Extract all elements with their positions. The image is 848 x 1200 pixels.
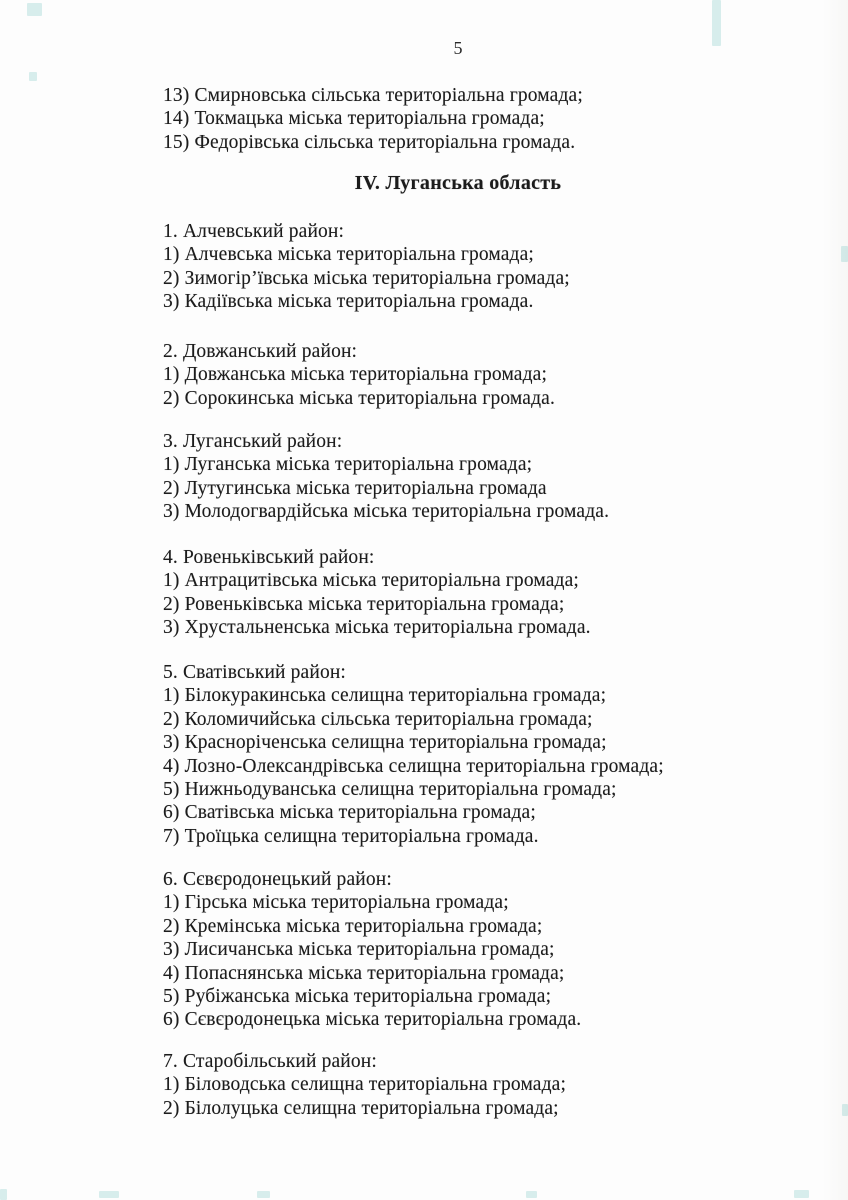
community-item: 3) Хрустальненська міська територіальна громада. [163,617,591,639]
community-item: 7) Троїцька селищна територіальна громада. [163,825,539,847]
district-section [163,1050,823,1120]
district-title: 7. Старобільський район: [163,1051,377,1072]
district-section [163,661,823,848]
district-section [163,220,823,314]
community-item: 5) Рубіжанська міська територіальна громада; [163,986,552,1008]
scan-artifact-mark [29,72,37,81]
scan-artifact-mark [712,0,721,46]
scan-artifact-mark [794,1190,809,1198]
district-section [163,340,823,410]
community-item: 1) Антрацитівська міська територіальна громада; [163,570,579,592]
scan-artifact-mark [257,1191,270,1198]
oblast-heading: IV. Луганська область [354,172,562,194]
community-item: 2) Кремінська міська територіальна громада; [163,915,543,937]
scan-artifact-mark [0,1189,7,1200]
community-item: 4) Попаснянська міська територіальна громада; [163,962,565,984]
page-number: 5 [453,38,463,58]
scan-artifact-mark [841,246,848,262]
community-item: 6) Сєвєродонецька міська територіальна громада. [163,1009,582,1031]
scan-artifact-mark [27,3,42,16]
scan-artifact-mark [99,1191,119,1198]
community-item: 4) Лозно-Олександрівська селищна територіальна громада; [163,755,664,777]
community-item: 2) Зимогір’ївська міська територіальна громада; [163,267,570,289]
community-item: 6) Сватівська міська територіальна громада; [163,802,536,824]
district-title: 5. Сватівський район: [163,662,347,683]
community-item: 1) Гірська міська територіальна громада; [163,892,509,914]
district-title: 1. Алчевський район: [163,221,345,242]
district-section [163,868,823,1032]
community-item: 5) Нижньодуванська селищна територіальна громада; [163,779,617,801]
community-item: 1) Білокуракинська селищна територіальна громада; [163,685,607,707]
intro-list [163,84,823,154]
district-title: 3. Луганський район: [163,431,343,452]
community-item: 1) Луганська міська територіальна громада; [163,454,533,476]
district-title: 2. Довжанський район: [163,341,358,362]
scan-artifact-mark [842,1104,848,1116]
district-title: 4. Ровеньківський район: [163,547,375,568]
community-item: 1) Довжанська міська територіальна громада; [163,364,548,386]
community-item: 3) Красноріченська селищна територіальна громада; [163,732,607,754]
community-item: 2) Коломичийська сільська територіальна громада; [163,708,593,730]
community-item: 2) Сорокинська міська територіальна громада. [163,387,555,409]
district-section [163,546,823,640]
community-item: 3) Молодогвардійська міська територіальна громада. [163,501,610,523]
community-item: 15) Федорівська сільська територіальна громада. [163,131,576,153]
community-item: 1) Алчевська міська територіальна громада; [163,244,535,266]
community-item: 1) Біловодська селищна територіальна громада; [163,1074,567,1096]
community-item: 2) Лутугинська міська територіальна громада [163,477,547,499]
district-section [163,430,823,524]
community-item: 14) Токмацька міська територіальна громада; [163,108,545,130]
community-item: 3) Лисичанська міська територіальна громада; [163,939,555,961]
community-item: 2) Білолуцька селищна територіальна громада; [163,1097,559,1119]
community-item: 3) Кадіївська міська територіальна громада. [163,291,534,313]
community-item: 13) Смирновська сільська територіальна громада; [163,85,583,106]
scan-artifact-mark [526,1191,537,1198]
district-title: 6. Сєвєродонецький район: [163,869,392,890]
community-item: 2) Ровеньківська міська територіальна громада; [163,593,565,615]
